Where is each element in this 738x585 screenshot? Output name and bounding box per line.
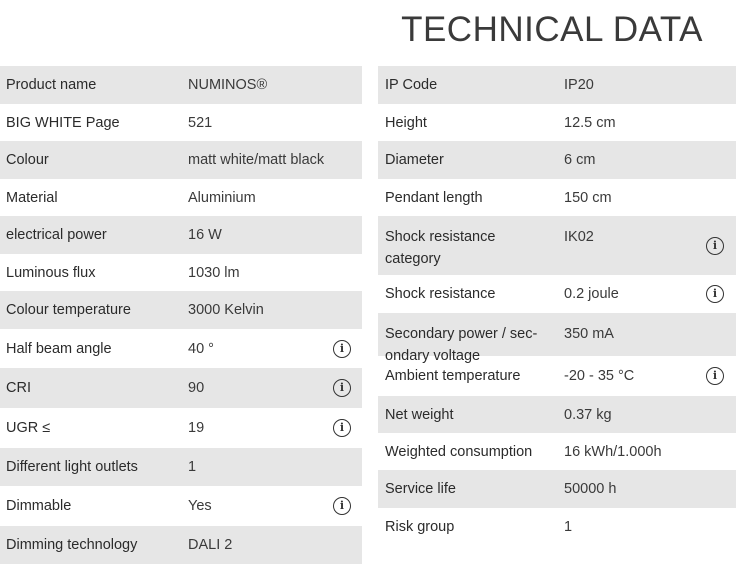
info-icon[interactable]: i xyxy=(706,285,724,303)
info-icon[interactable]: i xyxy=(333,340,351,358)
spec-row xyxy=(378,470,736,508)
spec-label: Height xyxy=(385,114,427,131)
spec-row xyxy=(0,104,362,141)
spec-label: Diameter xyxy=(385,152,444,168)
spec-row xyxy=(0,179,362,216)
spec-label: Material xyxy=(6,189,58,206)
spec-value: 12.5 cm xyxy=(564,114,616,131)
spec-label: Colour temperature xyxy=(6,302,131,318)
spec-label: Dimmable xyxy=(6,498,72,514)
spec-label: Dimming technology xyxy=(6,537,138,553)
spec-row xyxy=(0,486,362,526)
info-icon[interactable]: i xyxy=(706,237,724,255)
spec-value: IK02 xyxy=(564,229,594,245)
spec-label: Product name xyxy=(6,77,97,93)
spec-row xyxy=(0,291,362,329)
spec-value: 16 kWh/1.000h xyxy=(564,443,662,460)
spec-value: Yes xyxy=(188,498,212,514)
spec-row xyxy=(378,508,736,545)
spec-label: Pendant length xyxy=(385,189,483,206)
spec-row xyxy=(378,66,736,104)
spec-row xyxy=(378,216,736,275)
spec-label: Different light outlets xyxy=(6,459,138,475)
spec-value: Aluminium xyxy=(188,189,256,206)
info-icon[interactable]: i xyxy=(706,367,724,385)
info-icon[interactable]: i xyxy=(333,497,351,515)
spec-value: 1 xyxy=(188,459,197,475)
spec-label: Weighted consumption xyxy=(385,443,533,460)
spec-row xyxy=(378,141,736,179)
spec-label: BIG WHITE Page xyxy=(6,114,120,131)
spec-value: 40 ° xyxy=(188,340,214,357)
spec-row xyxy=(0,254,362,291)
spec-value: 19 xyxy=(188,420,205,436)
spec-row xyxy=(0,368,362,408)
spec-value: 521 xyxy=(188,114,213,131)
spec-value: IP20 xyxy=(564,77,594,93)
spec-label: Service life xyxy=(385,481,456,497)
spec-label: Colour xyxy=(6,152,49,168)
spec-label: UGR ≤ xyxy=(6,420,51,436)
spec-row xyxy=(0,448,362,486)
spec-value: 16 W xyxy=(188,227,222,243)
spec-label: Secondary power / sec- ondary voltage xyxy=(385,326,538,364)
spec-row xyxy=(378,179,736,216)
spec-label: CRI xyxy=(6,380,31,396)
info-icon[interactable]: i xyxy=(333,379,351,397)
spec-row xyxy=(378,356,736,396)
spec-label: IP Code xyxy=(385,77,438,93)
spec-row xyxy=(378,313,736,364)
spec-label: Shock resistance category xyxy=(385,229,496,267)
spec-value: 1 xyxy=(564,518,573,535)
spec-value: 50000 h xyxy=(564,481,617,497)
spec-row xyxy=(0,216,362,254)
spec-row xyxy=(0,329,362,368)
spec-value: -20 - 35 °C xyxy=(564,368,635,384)
spec-row xyxy=(378,433,736,470)
spec-label: Net weight xyxy=(385,406,454,423)
spec-row xyxy=(0,408,362,448)
page-title: TECHNICAL DATA xyxy=(401,10,703,49)
spec-row xyxy=(0,141,362,179)
spec-row xyxy=(0,526,362,564)
spec-label: Luminous flux xyxy=(6,264,96,281)
spec-value: 1030 lm xyxy=(188,264,240,281)
spec-value: 3000 Kelvin xyxy=(188,302,264,318)
spec-value: 0.37 kg xyxy=(564,406,612,423)
spec-row xyxy=(378,275,736,313)
spec-value: matt white/matt black xyxy=(188,152,325,168)
spec-label: Risk group xyxy=(385,518,455,535)
spec-table-left xyxy=(0,66,362,564)
spec-label: Shock resistance xyxy=(385,286,496,302)
spec-value: 90 xyxy=(188,380,205,396)
spec-value: DALI 2 xyxy=(188,537,233,553)
spec-row xyxy=(0,66,362,104)
spec-row xyxy=(378,396,736,433)
spec-row xyxy=(378,104,736,141)
spec-table-right xyxy=(378,66,736,545)
spec-value: 350 mA xyxy=(564,326,614,342)
spec-label: electrical power xyxy=(6,227,107,243)
info-icon[interactable]: i xyxy=(333,419,351,437)
spec-label: Ambient temperature xyxy=(385,368,521,384)
spec-label: Half beam angle xyxy=(6,340,112,357)
spec-value: 0.2 joule xyxy=(564,286,619,302)
spec-value: 150 cm xyxy=(564,189,612,206)
spec-value: 6 cm xyxy=(564,152,596,168)
spec-value: NUMINOS® xyxy=(188,77,268,93)
